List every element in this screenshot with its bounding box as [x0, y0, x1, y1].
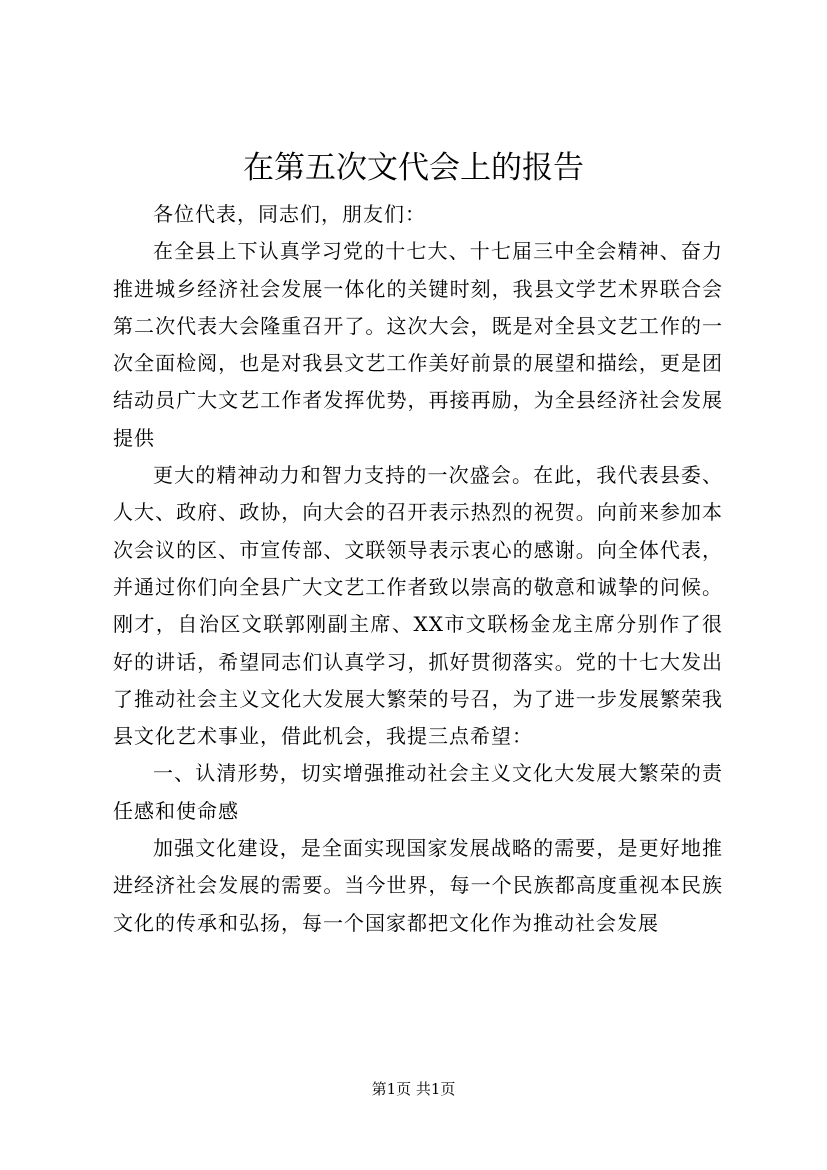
salutation-paragraph: 各位代表，同志们，朋友们：	[153, 202, 426, 226]
body-paragraph: 在全县上下认真学习党的十七大、十七届三中全会精神、奋力推进城乡经济社会发展一体化的关键时刻，我县文学艺术界联合会第二次代表大会隆重召开了。这次大会，既是对全县文艺工作的一次全面检阅，也是对我县文艺工作美好前景的展望和描绘，更是团结动员广大文艺工作者发挥优势，再接再励，为全县经济社会发展提供	[113, 239, 723, 450]
document-body	[113, 196, 723, 942]
body-paragraph: 更大的精神动力和智力支持的一次盛会。在此，我代表县委、人大、政府、政协，向大会的召开表示热烈的祝贺。向前来参加本次会议的区、市宣传部、文联领导表示衷心的感谢。向全体代表，并通过你们向全县广大文艺工作者致以崇高的敬意和诚挚的问候。刚才，自治区文联郭刚副主席、XX市文联杨金龙主席分别作了很好的讲话，希望同志们认真学习，抓好贯彻落实。党的十七大发出了推动社会主义文化大发展大繁荣的号召，为了进一步发展繁荣我县文化艺术事业，借此机会，我提三点希望：	[113, 463, 723, 749]
body-paragraph: 加强文化建设，是全面实现国家发展战略的需要，是更好地推进经济社会发展的需要。当今世界，每一个民族都高度重视本民族文化的传承和弘扬，每一个国家都把文化作为推动社会发展	[113, 836, 723, 935]
section-heading: 一、认清形势，切实增强推动社会主义文化大发展大繁荣的责任感和使命感	[113, 761, 723, 823]
page-number-footer: 第1页 共1页	[371, 1080, 456, 1098]
document-title: 在第五次文代会上的报告	[243, 150, 584, 186]
